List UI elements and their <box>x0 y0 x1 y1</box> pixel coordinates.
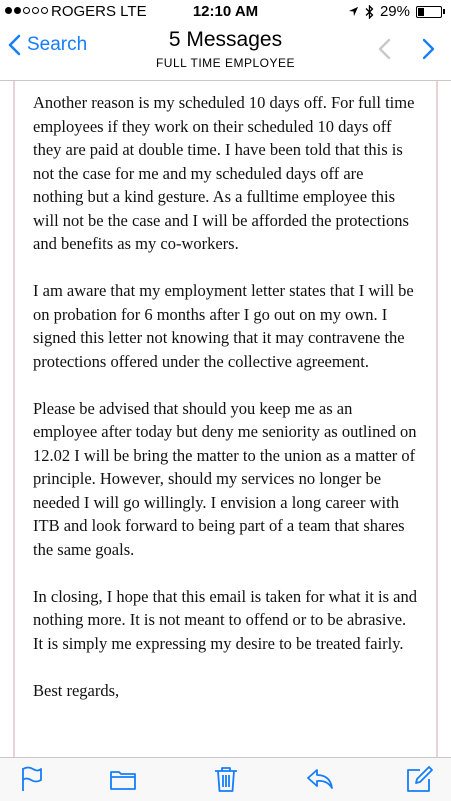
battery-icon <box>416 6 442 18</box>
folder-icon[interactable] <box>108 764 138 794</box>
email-paragraph: I am aware that my employment letter states that I will be on probation for 6 months after I go out on my own. I signed this letter not knowing that it may contravene the protections offered under the collective agreement. <box>33 281 414 371</box>
location-arrow-icon <box>348 6 359 17</box>
flag-icon[interactable] <box>16 764 46 794</box>
email-paragraph: In closing, I hope that this email is taken for what it is and nothing more. It is not meant to offend or to be abrasive. It is simply me expressing my desire to be treated fairly. <box>33 586 418 653</box>
content-edge-right <box>436 81 438 757</box>
bottom-toolbar <box>0 757 451 801</box>
compose-icon[interactable] <box>404 764 434 794</box>
email-paragraph: Please be advised that should you keep me as an employee after today but deny me seniority as outlined on 12.02 I will be bring the matter to the union as a matter of principle. However, should my services no longer be needed I will go willingly. I envision a long career with ITB and look forward to being part of a team that shares the same goals. <box>33 398 417 559</box>
trash-icon[interactable] <box>211 764 241 794</box>
email-body <box>33 91 418 726</box>
status-bar <box>0 0 451 22</box>
thread-title: 5 Messages <box>168 28 283 51</box>
navigation-bar <box>0 22 451 81</box>
back-button-label: Search <box>27 34 88 55</box>
email-signoff: Best regards, <box>33 680 120 700</box>
reply-icon[interactable] <box>305 764 335 794</box>
content-edge-left <box>13 81 15 757</box>
next-message-chevron-down-icon[interactable] <box>422 38 435 60</box>
battery-percent: 29% <box>379 3 410 20</box>
previous-message-chevron-up-icon[interactable] <box>378 38 391 60</box>
thread-subject: FULL TIME EMPLOYEE <box>155 56 296 70</box>
carrier-label: ROGERS LTE <box>51 3 147 20</box>
email-paragraph: Another reason is my scheduled 10 days off. For full time employees if they work on their scheduled 10 days off they are paid at double time. I have been told that this is not the case for me and my scheduled days off are nothing but a kind gesture. As a fulltime employee this will not be the case and I will be afforded the protections and benefits as my co-workers. <box>33 93 415 253</box>
message-content[interactable] <box>0 81 451 757</box>
status-time: 12:10 AM <box>192 3 259 20</box>
bluetooth-icon <box>365 5 374 19</box>
